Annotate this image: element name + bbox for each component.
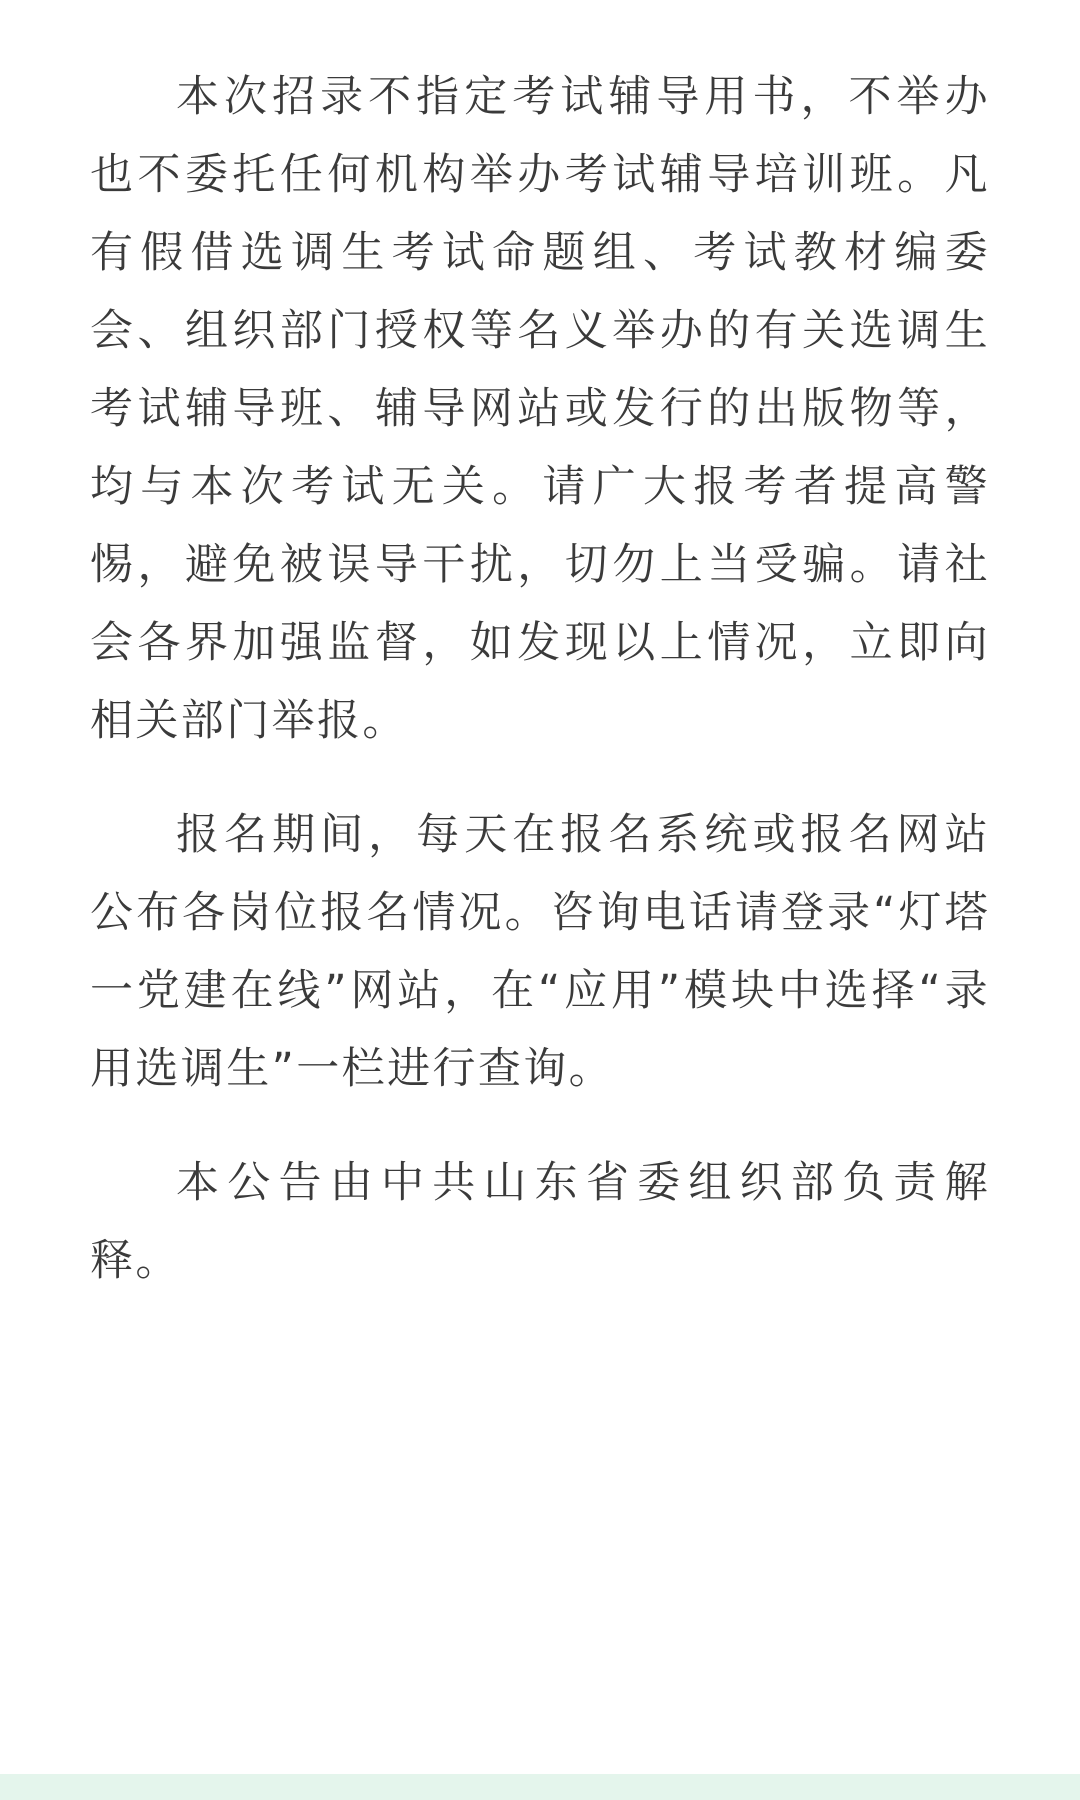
- article-body: [90, 58, 990, 1300]
- paragraph-registration-info: 报名期间，每天在报名系统或报名网站公布各岗位报名情况。咨询电话请登录“灯塔一党建在线”网站，在“应用”模块中选择“录用选调生”一栏进行查询。: [90, 810, 990, 1094]
- paragraph-no-training-notice: 本次招录不指定考试辅导用书，不举办也不委托任何机构举办考试辅导培训班。凡有假借选调生考试命题组、考试教材编委会、组织部门授权等名义举办的有关选调生考试辅导班、辅导网站或发行的出版物等，均与本次考试无关。请广大报考者提高警惕，避免被误导干扰，切勿上当受骗。请社会各界加强监督，如发现以上情况，立即向相关部门举报。: [90, 72, 990, 746]
- bottom-decorative-strip: [0, 1774, 1080, 1800]
- paragraph-interpretation: 本公告由中共山东省委组织部负责解释。: [90, 1158, 990, 1286]
